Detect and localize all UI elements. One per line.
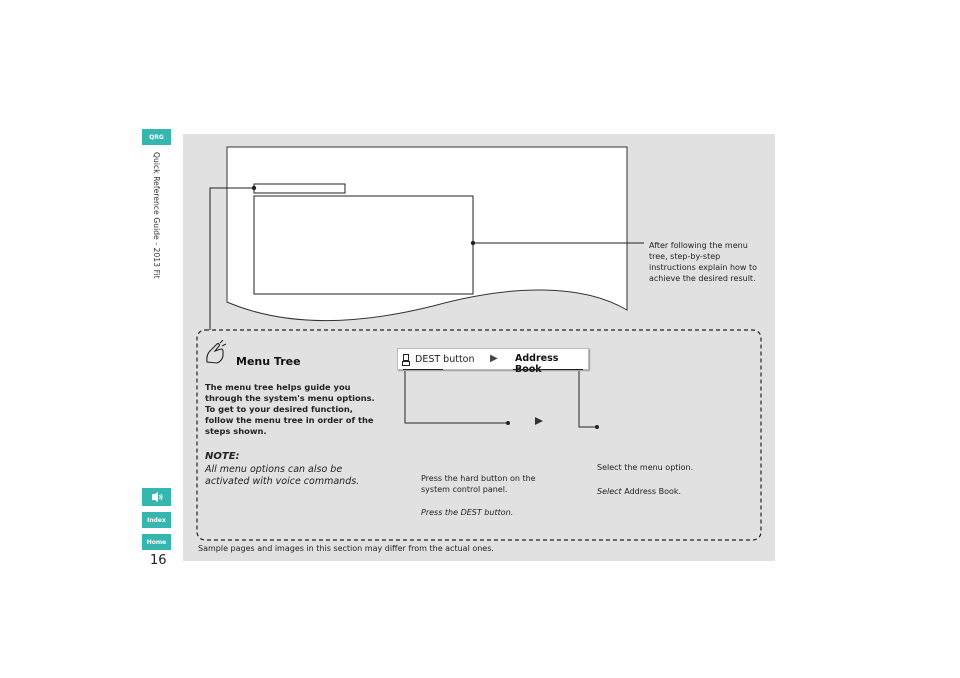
menu-option-step-example [597,486,681,497]
instructions-callout: After following the menu tree, step-by-step instructions explain how to achieve the desired result. [649,241,758,283]
menu-option-example-value: Address Book. [624,487,682,496]
pointing-hand-icon [203,340,229,366]
menu-option-example-prefix: Select [597,487,622,496]
voice-tab[interactable] [142,488,171,506]
sample-disclaimer: Sample pages and images in this section may differ from the actual ones. [198,544,494,553]
qrg-tab[interactable] [142,129,171,145]
note-text: All menu options can also be activated with voice commands. [205,464,360,487]
dest-button-label[interactable]: DEST button [415,354,475,365]
address-book-underline [513,369,583,370]
home-tab-label: Home [146,538,167,546]
menu-path-bar [397,348,589,370]
hard-button-step-example: Press the DEST button. [421,508,514,517]
voice-command-icon [150,491,164,503]
index-tab-label: Index [147,516,166,524]
hard-button-step-text: Press the hard button on the system control panel. [421,474,536,494]
index-tab[interactable] [142,512,171,528]
home-tab[interactable] [142,534,171,550]
qrg-tab-label: QRG [149,133,164,141]
menu-tree-description: The menu tree helps guide you through the system's menu options. To get to your desired function, follow the menu tree in order of the steps shown. [205,382,375,436]
menu-option-step-text: Select the menu option. [597,463,694,472]
hard-button-icon [402,354,410,366]
menu-path-arrow-icon: ▶ [490,353,498,364]
address-book-label[interactable]: Address [515,353,559,364]
page-number: 16 [150,553,167,568]
note-label: NOTE: [205,451,240,462]
dest-underline [403,369,443,370]
guide-title: Quick Reference Guide - 2013 Fit [152,152,161,279]
menu-tree-title: Menu Tree [236,355,301,368]
